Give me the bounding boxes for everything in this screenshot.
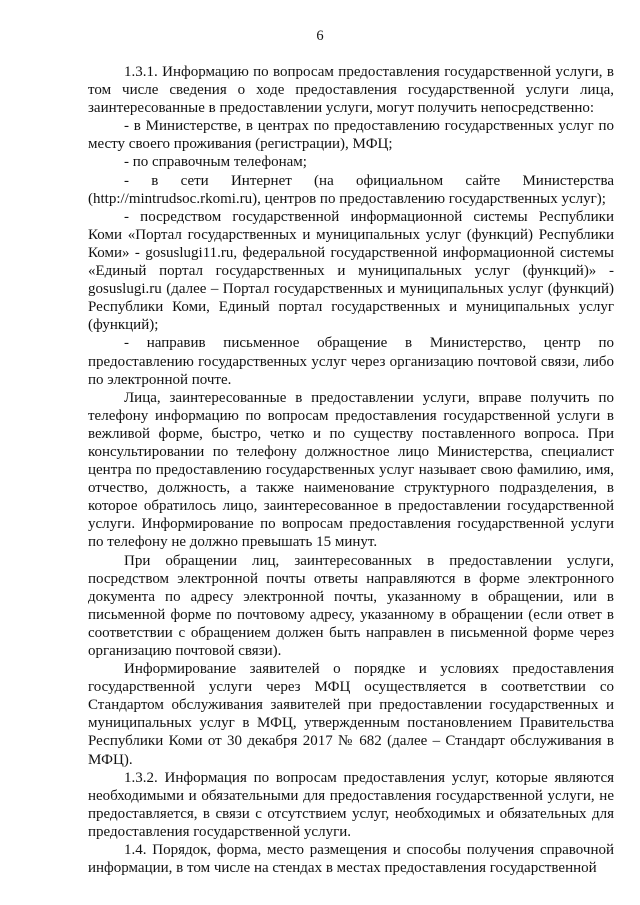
list-item-phones: - по справочным телефонам; <box>124 154 307 171</box>
document-body <box>88 63 614 877</box>
paragraph-1-4: 1.4. Порядок, форма, место размещения и способы получения справочной информации, в том числе на стендах в местах предоставления государственной <box>88 842 614 877</box>
list-item-written-request: - направив письменное обращение в Министерство, центр по предоставлению государственных услуг через организацию почтовой связи, либо по электронной почте. <box>88 335 614 388</box>
list-item-portal: - посредством государственной информационной системы Республики Коми «Портал государственных и муниципальных услуг (функций) Республики Коми» - gosuslugi11.ru, федеральной государственной информационной системы «Единый портал государственных и муниципальных услуг (функций)» - gosuslugi.ru (далее – Портал государственных и муниципальных услуг (функций) Республики Коми, Единый портал государственных и муниципальных услуг (функций); <box>88 208 614 334</box>
list-item-ministry: - в Министерстве, в центрах по предоставлению государственных услуг по месту своего проживания (регистрации), МФЦ; <box>88 118 614 153</box>
paragraph-mfc-informing: Информирование заявителей о порядке и условиях предоставления государственной услуги через МФЦ осуществляется в соответствии со Стандартом обслуживания заявителей при предоставлении государственных и муниципальных услуг в МФЦ, утвержденным постановлением Правительства Республики Коми от 30 декабря 2017 № 682 (далее – Стандарт обслуживания в МФЦ). <box>88 661 614 768</box>
page-number: 6 <box>316 28 324 44</box>
list-item-internet: - в сети Интернет (на официальном сайте Министерства (http://mintrudsoc.rkomi.ru), центров по предоставлению государственных услуг); <box>88 172 614 207</box>
paragraph-phone-consulting: Лица, заинтересованные в предоставлении услуги, вправе получить по телефону информацию по вопросам предоставления государственной услуги в вежливой форме, быстро, четко и по существу поставленного вопроса. При консультировании по телефону должностное лицо Министерства, специалист центра по предоставлению государственных услуг называет свою фамилию, имя, отчество, должность, а также наименование структурного подразделения, в которое обратилось лицо, заинтересованное в предоставлении государственной услуги. Информирование по вопросам предоставления государственной услуги по телефону не должно превышать 15 минут. <box>88 389 614 551</box>
paragraph-1-3-2: 1.3.2. Информация по вопросам предоставления услуг, которые являются необходимыми и обязательными для предоставления государственной услуги, не предоставляется, в связи с отсутствием услуг, необходимых и обязательных для предоставления государственной услуги. <box>88 769 614 840</box>
paragraph-email-requests: При обращении лиц, заинтересованных в предоставлении услуги, посредством электронной почты ответы направляются в форме электронного документа по адресу электронной почты, указанному в обращении, или в письменной форме по почтовому адресу, указанному в обращении (если ответ в соответствии с обращением должен быть направлен в письменной форме через организацию почтовой связи). <box>88 552 614 659</box>
paragraph-1-3-1: 1.3.1. Информацию по вопросам предоставления государственной услуги, в том числе сведения о ходе предоставления государственной услуги лица, заинтересованные в предоставлении услуги, могут получить непосредственно: <box>88 64 614 117</box>
